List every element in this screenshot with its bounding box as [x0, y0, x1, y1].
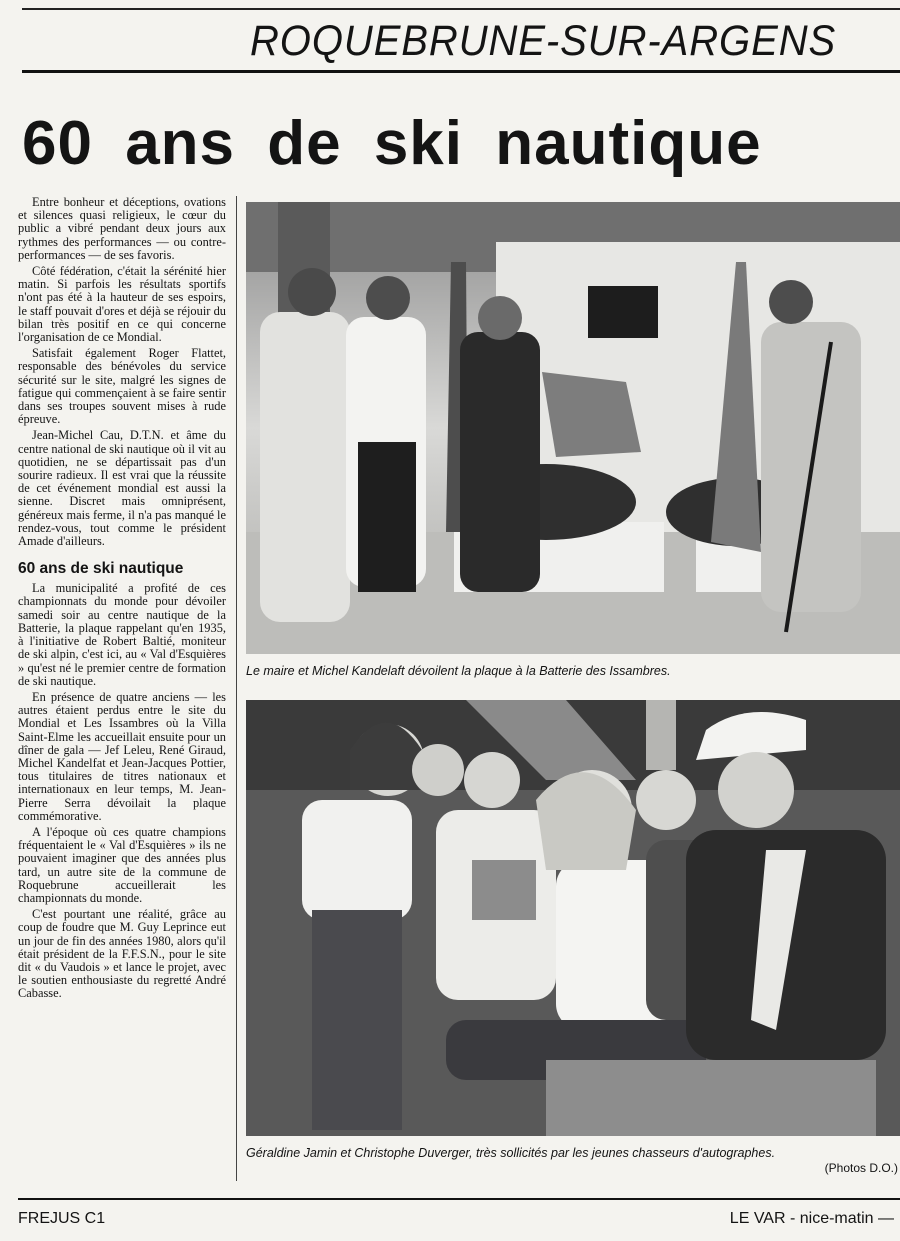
- header-rule: [22, 70, 900, 73]
- column-rule: [236, 196, 237, 1181]
- photo-caption: Géraldine Jamin et Christophe Duverger, très sollicités par les jeunes chasseurs d'autographes.: [246, 1146, 776, 1160]
- photo-plaque-unveiling: [246, 202, 900, 654]
- photo-caption: Le maire et Michel Kandelaft dévoilent la plaque à la Batterie des Issambres.: [246, 664, 671, 678]
- paragraph: Satisfait également Roger Flattet, responsable des bénévoles du service sécurité sur le site, malgré les signes de fatigue qui commençaient à se faire sentir dans ses troupes souvent mises à rude épreuve.: [18, 346, 226, 427]
- article-body: [18, 196, 226, 1186]
- article-subheading: 60 ans de ski nautique: [18, 560, 184, 578]
- paragraph: La municipalité a profité de ces championnats du monde pour dévoiler samedi soir au centre nautique de la Batterie, la plaque rappelant qu'en 1935, à l'initiative de Robert Baltié, moniteur de ski alpin, c'est ici, au « Val d'Esquières » qu'est né le premier centre de formation de ski nautique.: [18, 581, 226, 688]
- paragraph: Jean-Michel Cau, D.T.N. et âme du centre national de ski nautique où il vit au quotidien, ne se départissait pas d'un sourire radieux. Il est vrai que la réussite de cet événement mondial est aussi la sienne. Discret mais omniprésent, généreux mais ferme, il n'a pas manqué le rendez-vous, tout comme le président Amade d'ailleurs.: [18, 428, 226, 549]
- paragraph: C'est pourtant une réalité, grâce au coup de foudre que M. Guy Leprince eut un jour de fin des années 1980, alors qu'il était président de la F.F.S.N., pour le site dit « du Vaudois » et lance le projet, avec le soutien enthousiaste du regretté André Cabasse.: [18, 907, 226, 1001]
- footer-edition: FREJUS C1: [18, 1210, 106, 1227]
- paragraph: Entre bonheur et déceptions, ovations et silences quasi religieux, le cœur du public a vibré pendant deux jours aux rythmes des performances — ou contre-performances — de ses favoris.: [18, 196, 226, 262]
- top-rule: [22, 8, 900, 10]
- footer-rule: [18, 1198, 900, 1200]
- footer-publication: LE VAR - nice-matin —: [729, 1210, 894, 1227]
- locality-header: ROQUEBRUNE-SUR-ARGENS: [250, 17, 837, 65]
- paragraph: Côté fédération, c'était la sérénité hier matin. Si parfois les résultats sportifs n'ont pas été à la hauteur de ses espoirs, le staff pouvait d'ores et déjà se réjouir du bilan très positif en ce qui concerne l'organisation de ce Mondial.: [18, 264, 226, 345]
- paragraph: A l'époque où ces quatre champions fréquentaient le « Val d'Esquières » ils ne pouvaient imaginer que des années plus tard, un autre site de la commune de Roquebrune accueillerait les championnats du monde.: [18, 824, 226, 905]
- photo-autographs: [246, 700, 900, 1136]
- paragraph: En présence de quatre anciens — les autres étaient perdus entre le site du Mondial et Les Issambres où la Villa Saint-Elme les accueillait ensuite pour un dîner de gala — Jef Leleu, René Giraud, Michel Kandelfat et Jean-Jacques Pottier, tous titulaires de titres nationaux et internationaux en leur temps, M. Jean-Pierre Serra dévoilait la plaque commémorative.: [18, 689, 226, 823]
- article-headline: 60 ans de ski nautique: [22, 109, 762, 178]
- photo-credit: (Photos D.O.): [824, 1161, 898, 1175]
